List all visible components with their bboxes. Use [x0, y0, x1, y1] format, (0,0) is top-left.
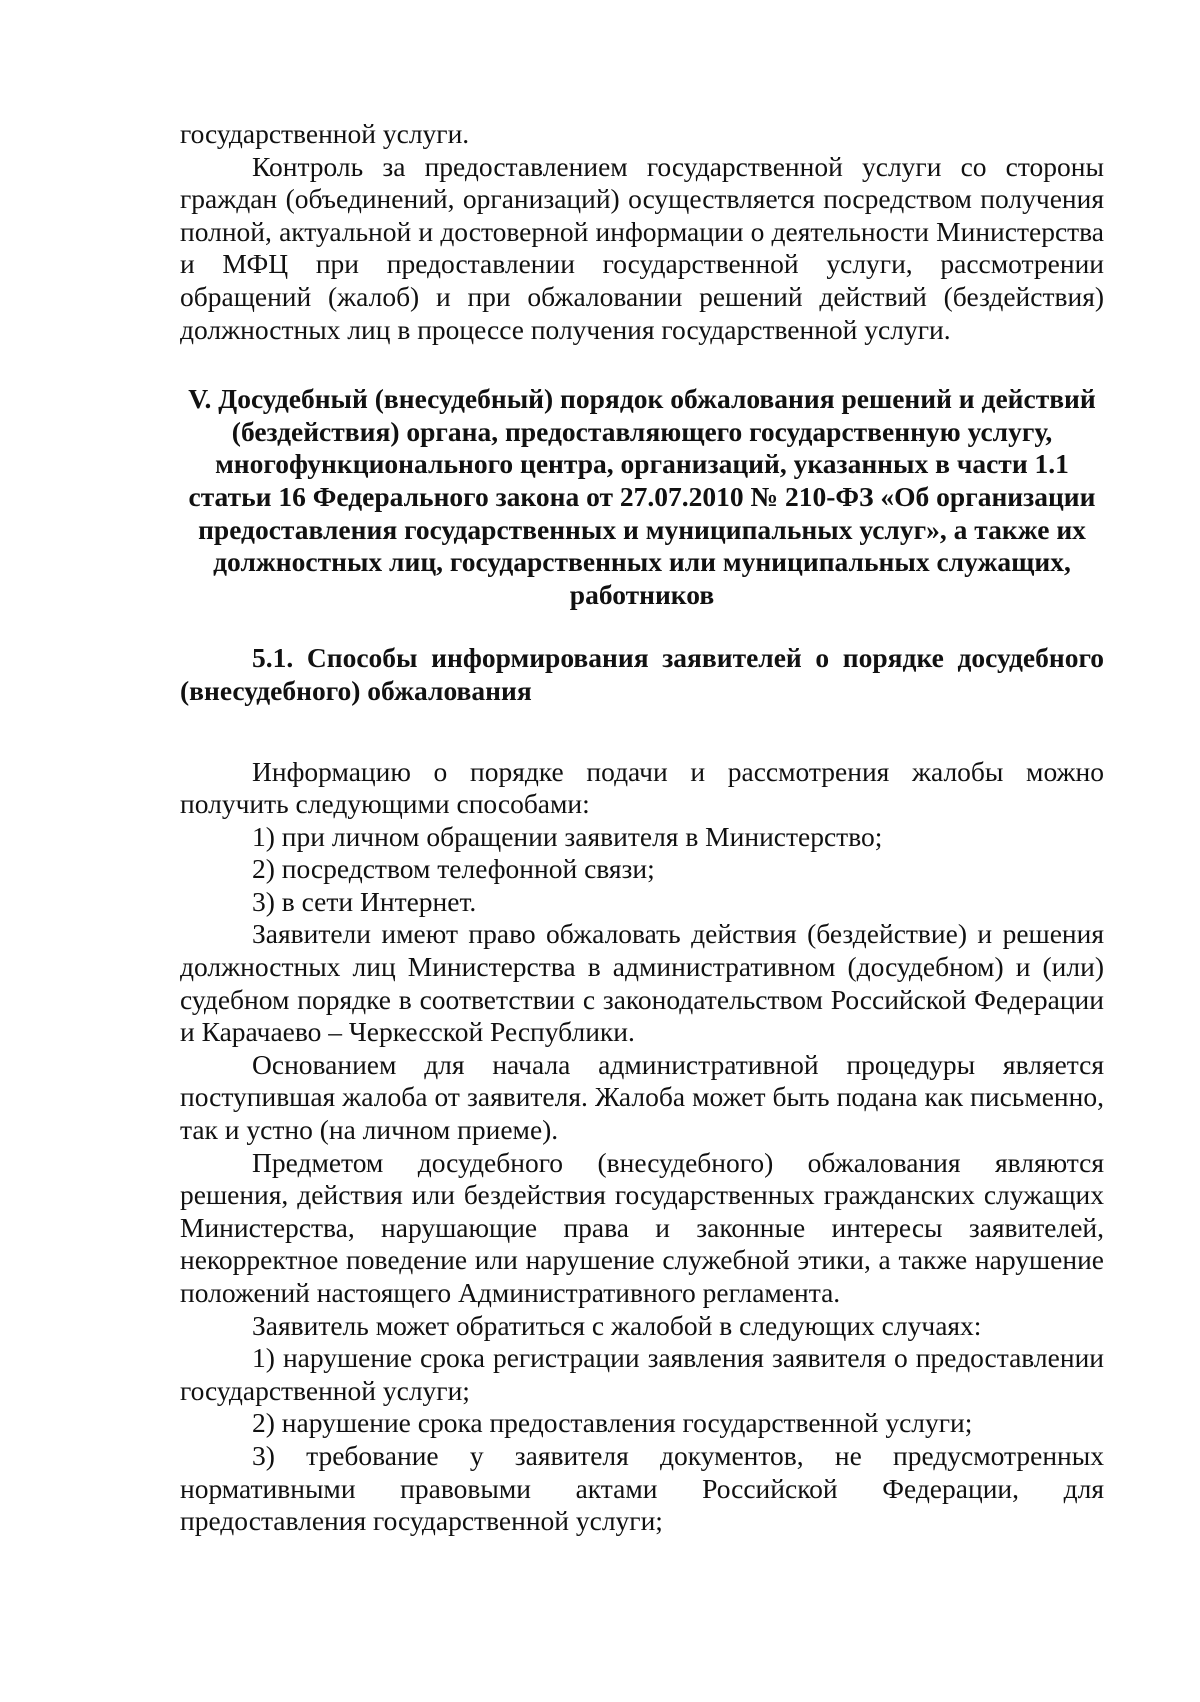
info-method-item: 2) посредством телефонной связи;: [252, 853, 655, 885]
case-item: 2) нарушение срока предоставления государственной услуги;: [252, 1407, 973, 1439]
subsection-heading: 5.1. Способы информирования заявителей о порядке досудебного (внесудебного) обжалования: [180, 642, 1104, 706]
info-method-item: 3) в сети Интернет.: [252, 885, 477, 917]
cases-intro-paragraph: Заявитель может обратиться с жалобой в следующих случаях:: [252, 1309, 982, 1341]
document-page: [180, 118, 1104, 1538]
section-heading: V. Досудебный (внесудебный) порядок обжалования решений и действий (бездействия) органа, предоставляющего государственную услугу, многофункционального центра, организаций, указанных в части 1.1 статьи 16 Федерального закона от 27.07.2010 № 210-ФЗ «Об организации предоставления государственных и муниципальных услуг», а также их должностных лиц, государственных или муниципальных служащих, работников: [188, 383, 1096, 610]
info-method-item: 1) при личном обращении заявителя в Министерство;: [252, 820, 883, 852]
spacer: [180, 346, 1104, 383]
spacer: [180, 708, 1104, 756]
info-intro-paragraph: Информацию о порядке подачи и рассмотрения жалобы можно получить следующими способами:: [180, 755, 1104, 820]
spacer: [180, 611, 1104, 642]
right-paragraph: Заявители имеют право обжаловать действия (бездействие) и решения должностных лиц Министерства в административном (досудебном) и (или) судебном порядке в соответствии с законодательством Российской Федерации и Карачаево – Черкесской Республики.: [180, 918, 1104, 1048]
case-item: 3) требование у заявителя документов, не предусмотренных нормативными правовыми актами Российской Федерации, для предоставления государственной услуги;: [180, 1439, 1104, 1537]
control-paragraph: Контроль за предоставлением государственной услуги со стороны граждан (объединений, организаций) осуществляется посредством получения полной, актуальной и достоверной информации о деятельности Министерства и МФЦ при предоставлении государственной услуги, рассмотрении обращений (жалоб) и при обжаловании решений действий (бездействия) должностных лиц в процессе получения государственной услуги.: [180, 150, 1104, 345]
continuation-text: государственной услуги.: [180, 118, 470, 149]
case-item: 1) нарушение срока регистрации заявления заявителя о предоставлении государственной услуги;: [180, 1342, 1104, 1406]
basis-paragraph: Основанием для начала административной процедуры является поступившая жалоба от заявителя. Жалоба может быть подана как письменно, так и устно (на личном приеме).: [180, 1048, 1104, 1146]
subject-paragraph: Предметом досудебного (внесудебного) обжалования являются решения, действия или бездействия государственных гражданских служащих Министерства, нарушающие права и законные интересы заявителей, некорректное поведение или нарушение служебной этики, а также нарушение положений настоящего Административного регламента.: [180, 1146, 1104, 1308]
